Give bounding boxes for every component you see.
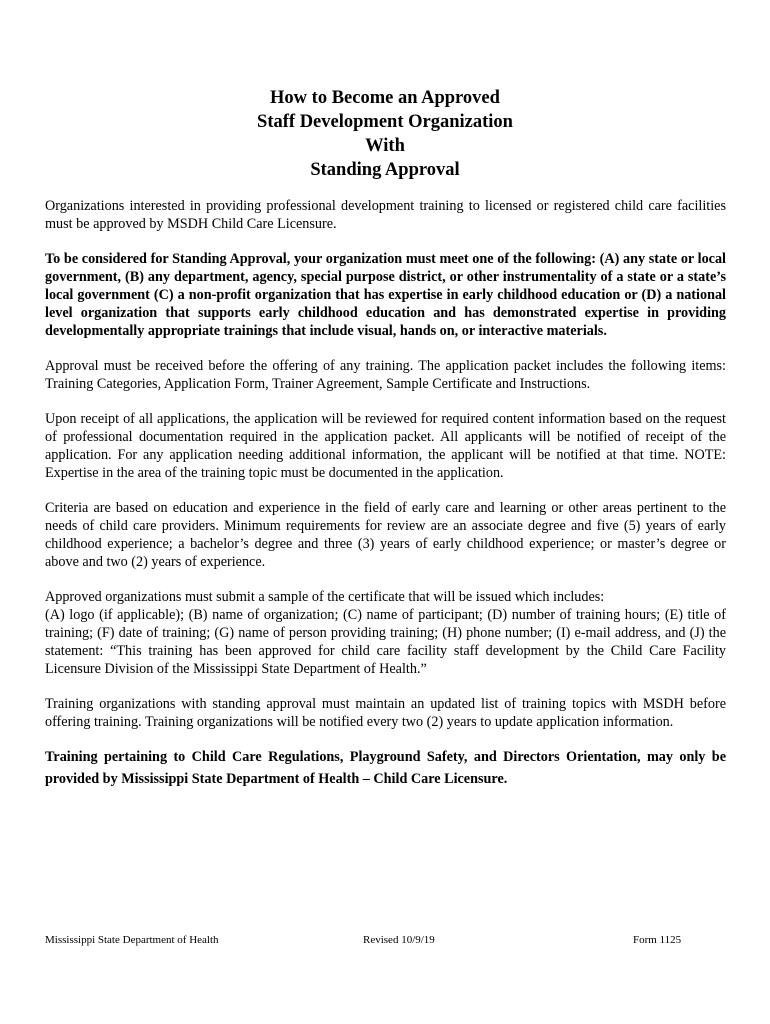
title-line-2: Staff Development Organization [257, 112, 513, 132]
certificate-paragraph [45, 588, 726, 678]
criteria-paragraph: Criteria are based on education and experience in the field of early care and learning or other areas pertinent to the needs of child care providers. Minimum requirements for review are an associate degree and five (5) years of early childhood experience; a bachelor’s degree and three (3) years of early childhood experience; or master’s degree or above and two (2) years of experience. [45, 500, 726, 570]
page-title [0, 86, 770, 182]
page-footer [0, 934, 770, 950]
certificate-intro: Approved organizations must submit a sample of the certificate that will be issued which includes: [45, 589, 605, 605]
final-notice-paragraph: Training pertaining to Child Care Regulations, Playground Safety, and Directors Orientation, may only be provided by Mississippi State Department of Health – Child Care Licensure. [45, 749, 726, 787]
footer-organization: Mississippi State Department of Health [45, 934, 219, 946]
requirements-paragraph: To be considered for Standing Approval, your organization must meet one of the following: (A) any state or local government, (B) any department, agency, special purpose district, or other instrumentality of a state or a state’s local government (C) a non-profit organization that has expertise in early childhood education or (D) a national level organization that supports early childhood education and has demonstrated expertise in providing developmentally appropriate trainings that include visual, hands on, or interactive materials. [45, 251, 726, 339]
approval-paragraph: Approval must be received before the offering of any training. The application packet includes the following items: Training Categories, Application Form, Trainer Agreement, Sample Certificate and Instructions. [45, 358, 726, 392]
title-line-1: How to Become an Approved [270, 88, 500, 108]
title-line-3: With [365, 136, 405, 156]
certificate-list: (A) logo (if applicable); (B) name of organization; (C) name of participant; (D) number of training hours; (E) title of training; (F) date of training; (G) name of person providing training; (H) phone number; (I) e-mail address, and (J) the statement: “This training has been approved for child care facility staff development by the Child Care Facility Licensure Division of the Mississippi State Department of Health.” [45, 607, 726, 677]
footer-revised-date: Revised 10/9/19 [363, 934, 435, 946]
maintain-paragraph: Training organizations with standing approval must maintain an updated list of training topics with MSDH before offering training. Training organizations will be notified every two (2) years to update application information. [45, 696, 726, 730]
document-body [45, 197, 726, 807]
intro-paragraph: Organizations interested in providing professional development training to licensed or registered child care facilities must be approved by MSDH Child Care Licensure. [45, 198, 726, 232]
footer-form-number: Form 1125 [633, 934, 682, 946]
receipt-paragraph: Upon receipt of all applications, the application will be reviewed for required content information based on the request of professional documentation required in the application packet. All applicants will be notified of receipt of the application. For any application needing additional information, the applicant will be notified at that time. NOTE: Expertise in the area of the training topic must be documented in the application. [45, 411, 726, 481]
title-line-4: Standing Approval [310, 160, 460, 180]
